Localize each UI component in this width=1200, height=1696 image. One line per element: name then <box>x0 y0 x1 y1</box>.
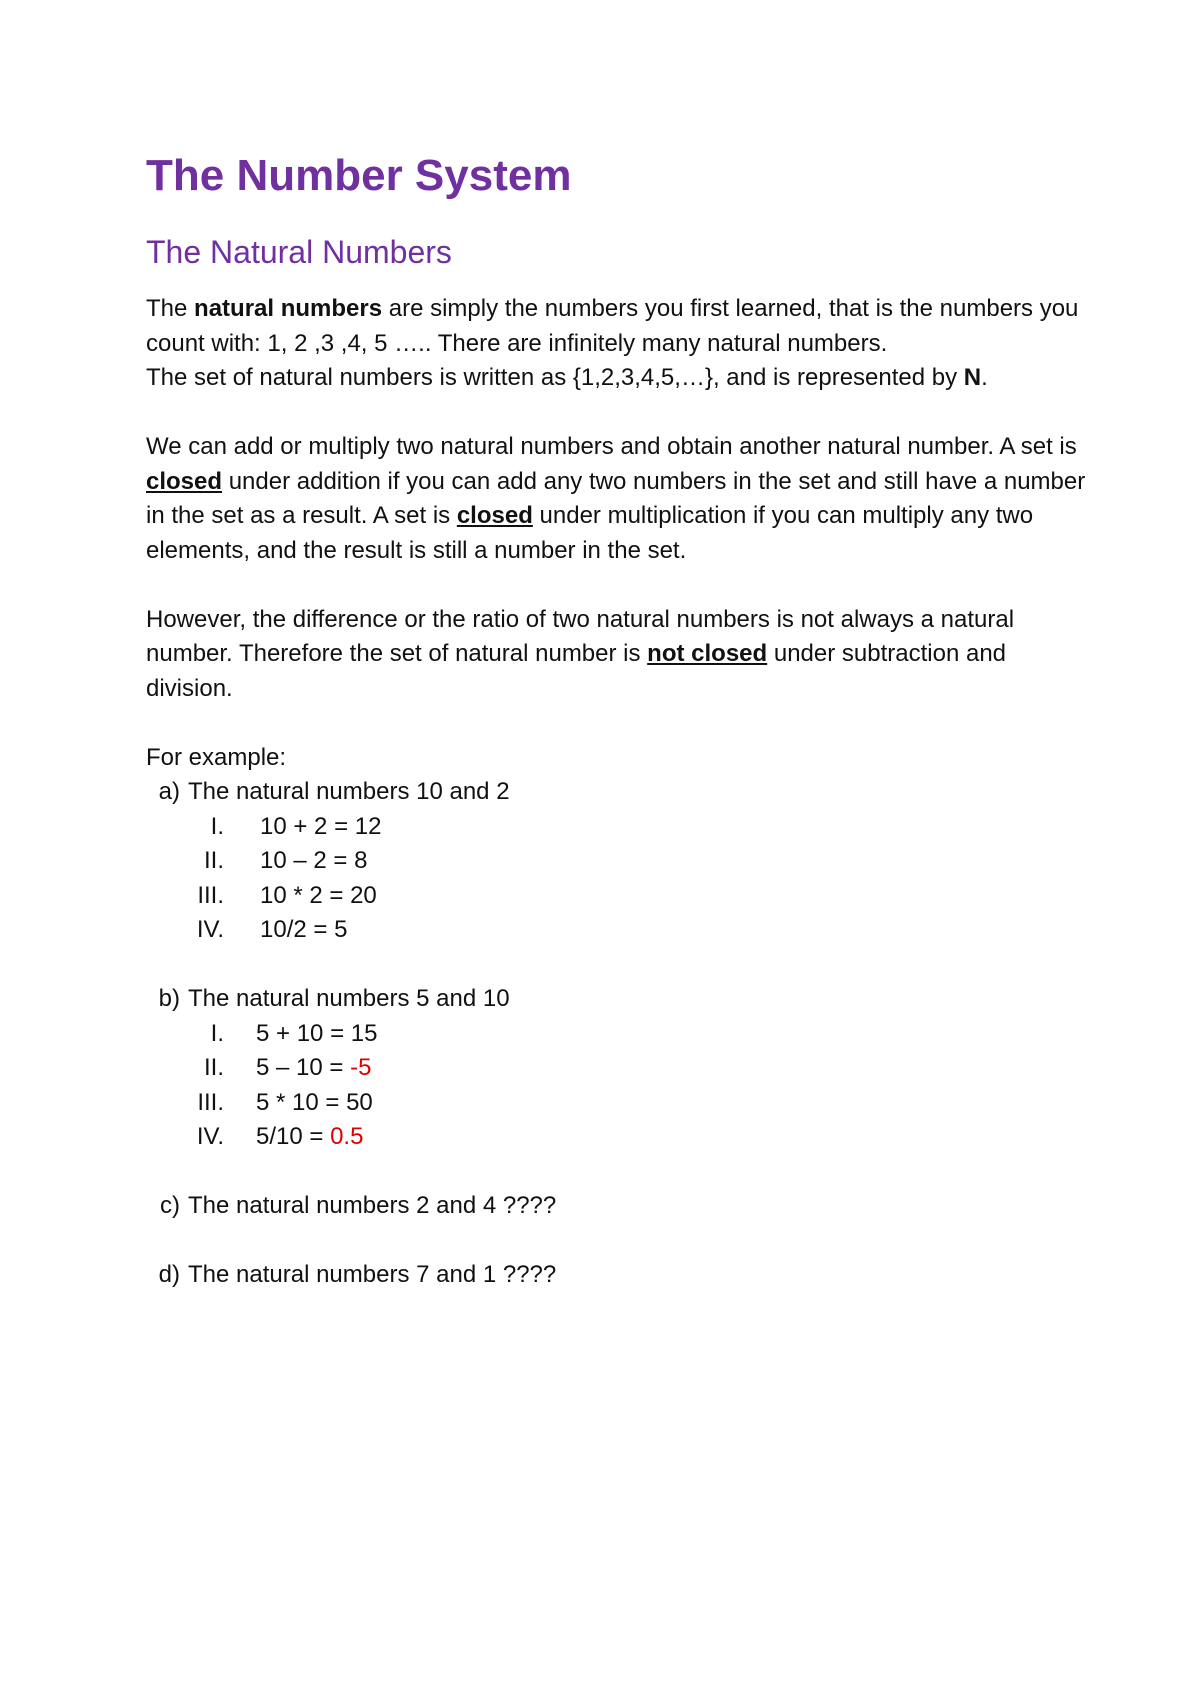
equation: 10 + 2 = 12 <box>260 812 382 840</box>
text-run: are simply the numbers you first learned, that is the numbers you count with: 1, 2 ,3 ,4, 5 ….. There are infinitely many natural numbers. <box>146 295 1079 357</box>
equation <box>256 1051 371 1086</box>
equation: 10 * 2 = 20 <box>260 881 377 909</box>
equation-text: 5 * 10 = 50 <box>256 1088 373 1116</box>
example-intro: For example: <box>146 743 287 771</box>
equation <box>256 1120 363 1155</box>
example-d <box>146 1258 1086 1293</box>
equation-text: 5 – 10 = <box>256 1054 351 1081</box>
list-item <box>146 879 1086 914</box>
list-item <box>146 1051 1086 1086</box>
example-letter: d) <box>158 1261 180 1288</box>
paragraph-not-closed <box>146 603 1086 707</box>
equation-result-highlight: 0.5 <box>330 1123 364 1150</box>
example-letter: a) <box>158 778 180 805</box>
term-closed: closed <box>456 502 533 529</box>
example-letter: c) <box>160 1192 180 1219</box>
roman-numeral: I. <box>210 1019 224 1047</box>
example-text: The natural numbers 7 and 1 ???? <box>188 1261 557 1288</box>
list-item <box>146 844 1086 879</box>
example-b-list <box>146 1017 1086 1155</box>
text-run: . <box>981 364 988 391</box>
example-heading <box>146 1258 1086 1293</box>
symbol-n: N <box>963 364 982 391</box>
list-item <box>146 810 1086 845</box>
equation: 10/2 = 5 <box>260 916 348 943</box>
text-run: under addition if you can add any two numbers in the set and still have a number in the set as a result. A set is <box>146 467 1086 529</box>
roman-numeral: I. <box>210 812 224 840</box>
roman-numeral: IV. <box>196 1123 224 1150</box>
equation-result-highlight: -5 <box>350 1054 372 1081</box>
text-run: The <box>146 295 195 322</box>
equation <box>256 1086 373 1121</box>
equation-text: 5 + 10 = 15 <box>256 1019 378 1047</box>
document-content <box>146 148 1086 1293</box>
roman-numeral: IV. <box>196 916 224 943</box>
text-run: However, the difference or the ratio of two natural numbers is not always a natural number. Therefore the set of natural number is <box>146 605 1015 667</box>
example-heading <box>146 1189 1086 1224</box>
text-run: The set of natural numbers is written as {1,2,3,4,5,…}, and is represented by <box>146 364 964 391</box>
example-heading <box>146 775 1086 810</box>
paragraph-set-notation <box>146 361 1086 396</box>
paragraph-closure <box>146 430 1086 568</box>
example-c <box>146 1189 1086 1224</box>
example-text: The natural numbers 2 and 4 ???? <box>188 1192 557 1219</box>
roman-numeral: III. <box>197 1088 224 1116</box>
term-closed: closed <box>146 467 223 495</box>
example-letter: b) <box>158 985 180 1012</box>
text-run: under multiplication if you can multiply any two elements, and the result is still a number in the set. <box>146 502 1034 564</box>
section-heading: The Natural Numbers <box>146 234 452 270</box>
example-b <box>146 982 1086 1155</box>
example-a <box>146 775 1086 948</box>
list-item <box>146 1086 1086 1121</box>
example-text: The natural numbers 5 and 10 <box>188 985 510 1012</box>
list-item <box>146 1120 1086 1155</box>
list-item <box>146 1017 1086 1052</box>
example-a-list <box>146 810 1086 948</box>
example-heading <box>146 982 1086 1017</box>
equation: 10 – 2 = 8 <box>260 847 368 874</box>
roman-numeral: II. <box>203 847 224 874</box>
roman-numeral: III. <box>197 881 224 909</box>
term-not-closed: not closed <box>647 640 768 667</box>
paragraph-natural-numbers-definition <box>146 292 1086 361</box>
page-title: The Number System <box>146 151 572 200</box>
list-item <box>146 913 1086 948</box>
text-run: under subtraction and division. <box>146 640 1007 702</box>
equation-text: 5/10 = <box>256 1123 331 1150</box>
text-run: We can add or multiply two natural numbers and obtain another natural number. A set is <box>146 433 1077 460</box>
roman-numeral: II. <box>203 1054 224 1081</box>
example-text: The natural numbers 10 and 2 <box>188 778 510 805</box>
equation <box>256 1017 377 1052</box>
term-natural-numbers: natural numbers <box>194 295 383 322</box>
